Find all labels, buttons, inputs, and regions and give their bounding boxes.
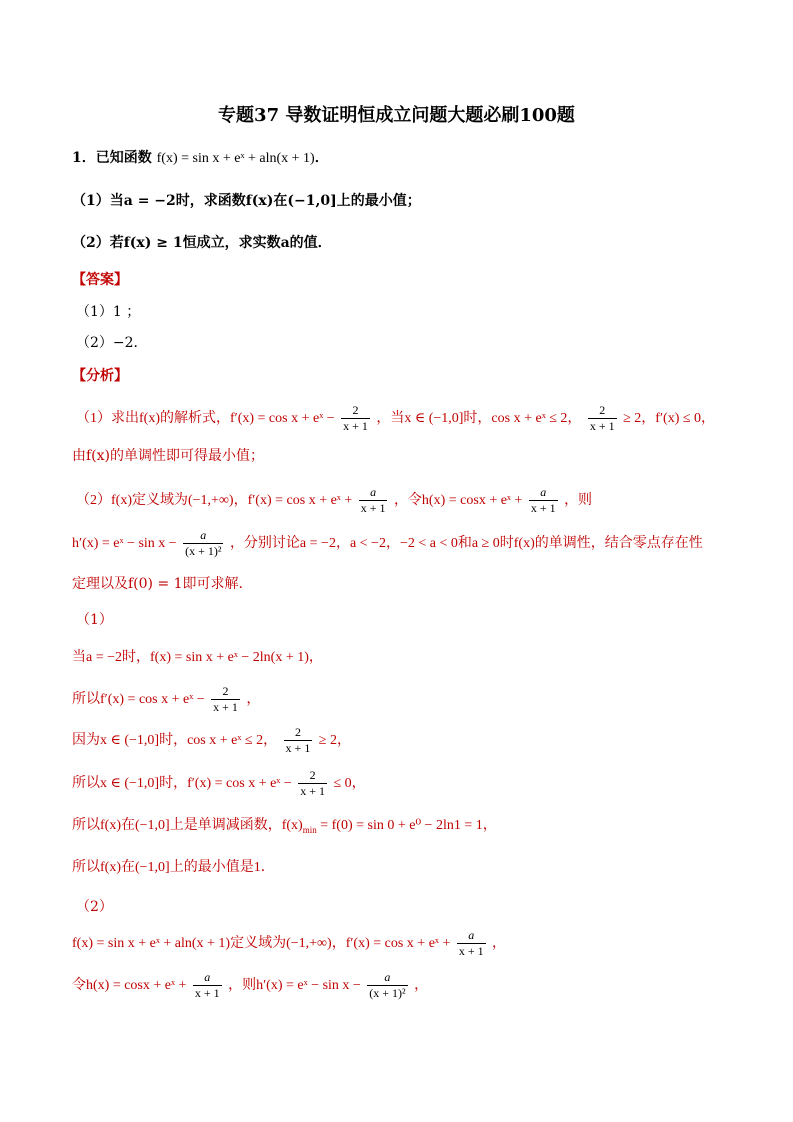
fraction-a-over-x-plus-1-squared: $\frac{a}{\text{(x + 1)²}}$ <box>185 527 222 558</box>
solution-part1-line1: 当a = −2时，f(x) = sin x + eˣ − 2ln(x + 1)， <box>72 650 323 665</box>
problem-stem <box>72 148 329 169</box>
fraction-2-over-x-plus-1: $\frac{2}{x + 1}$ <box>343 402 368 433</box>
question-1-label: （1） <box>72 193 110 209</box>
analysis-part2-line2 <box>72 526 703 561</box>
problem-stem-end: ． <box>314 150 329 166</box>
analysis-p1-c: ≥ 2，f′(x) ≤ 0， <box>623 411 716 426</box>
solution-part1-label: （1） <box>76 612 113 628</box>
problem-stem-prefix: 已知函数 <box>95 150 152 166</box>
question-2-label: （2） <box>72 235 110 251</box>
analysis-p2-line2-b: ，分别讨论a = −2，a < −2，−2 < a < 0和a ≥ 0时f(x)的单调性，结合零点存在性 <box>229 536 703 551</box>
solution-part2-label: （2） <box>76 899 113 915</box>
fraction-2-over-x-plus-1: $\frac{2}{x + 1}$ <box>589 402 615 433</box>
analysis-part1-line2: 由f(x)的单调性即可得最小值； <box>72 448 265 464</box>
fraction-a-over-x-plus-1: $\frac{a}{x + 1}$ <box>458 927 484 958</box>
solution-part1-line4: 所以x ∈ (−1,0]时，f′(x) = cos x + eˣ − $\frac{2}{x + 1}$ ≤ 0， <box>72 767 366 798</box>
fraction-a-over-x-plus-1: $\frac{a}{x + 1}$ <box>530 484 556 515</box>
fraction-a-over-x-plus-1-squared: $\frac{a}{\text{(x + 1)²}}$ <box>369 969 406 1000</box>
solution-part1-line3: 因为x ∈ (−1,0]时，cos x + eˣ ≤ 2， $\frac{2}{x + 1}$ ≥ 2， <box>72 724 351 755</box>
solution-part1-line6: 所以f(x)在(−1,0]上的最小值是1． <box>72 860 275 875</box>
analysis-tag: 【分析】 <box>72 368 128 384</box>
analysis-part2-line1 <box>76 483 592 518</box>
analysis-p2-a: （2）f(x)定义域为(−1,+∞)，f′(x) = cos x + eˣ + <box>76 493 353 508</box>
analysis-p1-a: （1）求出f(x)的解析式，f′(x) = cos x + eˣ − <box>76 411 335 426</box>
question-1 <box>72 191 421 211</box>
problem-stem-formula: f(x) = sin x + eˣ + aln(x + 1) <box>156 151 315 166</box>
analysis-p2-c: ，则 <box>564 493 593 508</box>
analysis-part2-line3: 定理以及f(0) = 1即可求解. <box>72 576 244 592</box>
analysis-part1-line1 <box>76 401 715 436</box>
answer-2: （2）−2． <box>76 335 148 351</box>
answer-1: （1）1 ； <box>76 304 141 320</box>
fraction-a-over-x-plus-1: $\frac{a}{x + 1}$ <box>194 969 220 1000</box>
fraction-2-over-x-plus-1: $\frac{2}{x + 1}$ <box>300 767 325 798</box>
analysis-p2-b: ，令h(x) = cosx + eˣ + <box>393 493 523 508</box>
question-1-text: 当a = −2时，求函数f(x)在(−1,0]上的最小值； <box>109 193 421 209</box>
question-2-text: 若f(x) ≥ 1恒成立，求实数a的值． <box>109 235 332 251</box>
solution-part1-line5: 所以f(x)在(−1,0]上是单调减函数，$f(x)_{min} = f(0) = \sin 0 + e^0 - 2\ln 1 = 1$， <box>72 818 497 835</box>
solution-part1-line2: 所以f′(x) = cos x + eˣ − $\frac{2}{x + 1}$ ， <box>72 683 261 714</box>
fraction-a-over-x-plus-1: $\frac{a}{x + 1}$ <box>360 484 386 515</box>
question-2 <box>72 233 332 253</box>
analysis-p1-b: ，当x ∈ (−1,0]时，cos x + eˣ ≤ 2， <box>376 411 582 426</box>
fraction-2-over-x-plus-1: $\frac{2}{x + 1}$ <box>285 724 311 755</box>
document-title: 专题37 导数证明恒成立问题大题必刷100题 <box>218 105 575 126</box>
problem-number: 1． <box>72 150 96 166</box>
solution-part2-line1: f(x) = sin x + eˣ + aln(x + 1)定义域为(−1,+∞)，f′(x) = cos x + eˣ + $\frac{a}{x + 1}$ ， <box>72 927 507 958</box>
answer-tag: 【答案】 <box>72 272 128 288</box>
analysis-p2-line2-a: h′(x) = eˣ − sin x − <box>72 536 177 551</box>
solution-part2-line2: 令h(x) = cosx + eˣ + $\frac{a}{x + 1}$ ，则h′(x) = eˣ − sin x − $\frac{a}{\text{(x + 1)²}}$ ， <box>72 969 429 1000</box>
subscript-min: min <box>302 824 317 835</box>
fraction-2-over-x-plus-1: $\frac{2}{x + 1}$ <box>213 683 238 714</box>
